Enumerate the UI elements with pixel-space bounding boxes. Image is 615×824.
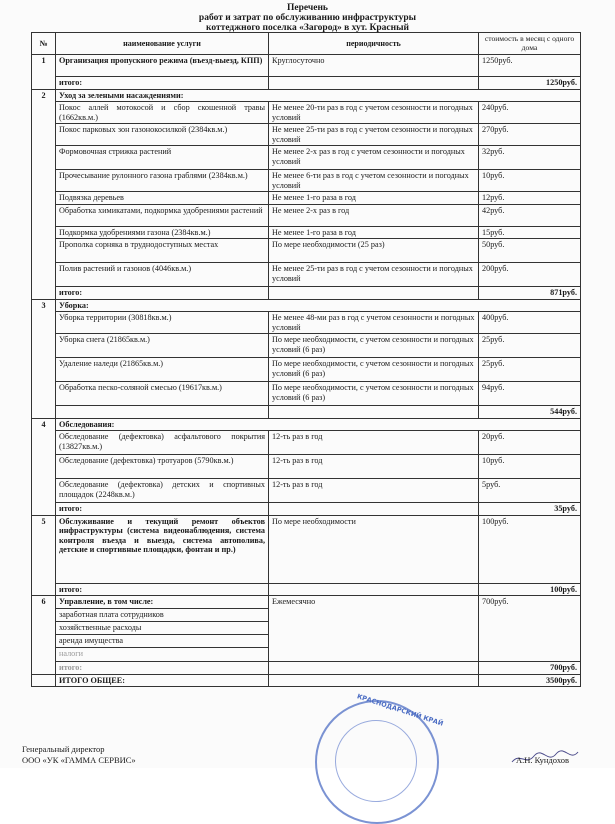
- service-period: Не менее 20-ти раз в год с учетом сезонности и погодных условий: [269, 102, 479, 124]
- table-row: [32, 239, 581, 263]
- table-row: [32, 204, 581, 226]
- service-period: Ежемесячно: [269, 596, 479, 662]
- service-period: Не менее 2-х раз в год: [269, 204, 479, 226]
- section-number: 3: [32, 299, 56, 418]
- doc-subtitle-1: работ и затрат по обслуживанию инфраструктуры: [198, 13, 417, 23]
- empty-cell: [269, 287, 479, 300]
- service-price: 240руб.: [479, 102, 581, 124]
- doc-title: Перечень: [287, 3, 328, 13]
- table-row: [32, 124, 581, 146]
- service-period: Круглосуточно: [269, 55, 479, 77]
- total-label: итого:: [56, 662, 269, 675]
- service-name: Обследование (дефектовка) детских и спортивных площадок (2248кв.м.): [56, 479, 269, 503]
- grand-total-row: [32, 674, 581, 687]
- section-title: Управление, в том числе:: [56, 596, 269, 609]
- service-period: Не менее 2-х раз в год с учетом сезонности и погодных условий: [269, 146, 479, 170]
- signer-role: Генеральный директор: [22, 744, 105, 754]
- total-row: [32, 287, 581, 300]
- service-price: 20руб.: [479, 431, 581, 455]
- table-row: [32, 455, 581, 479]
- section-title: Уход за зелеными насаждениями:: [56, 89, 581, 102]
- section-heading-row: [32, 299, 581, 312]
- service-name: Обработка песко-соляной смесью (19617кв.м.): [56, 382, 269, 406]
- col-name: наименование услуги: [56, 33, 269, 55]
- sub-item: аренда имущества: [56, 635, 269, 648]
- empty-cell: [56, 406, 269, 419]
- table-row: [32, 263, 581, 287]
- signer-name: А.Н. Кундохов: [516, 755, 570, 765]
- section-number: 2: [32, 89, 56, 299]
- section-number: 5: [32, 515, 56, 596]
- section-title: Уборка:: [56, 299, 581, 312]
- service-name: Удаление наледи (21865кв.м.): [56, 358, 269, 382]
- total-row: [32, 77, 581, 90]
- table-row: [32, 382, 581, 406]
- table-header-row: [32, 33, 581, 55]
- service-period: 12-ть раз в год: [269, 455, 479, 479]
- sub-item: хозяйственные расходы: [56, 622, 269, 635]
- service-name: Прополка сорняка в труднодоступных местах: [56, 239, 269, 263]
- service-name: Уборка территории (30818кв.м.): [56, 312, 269, 334]
- service-name: Обследование (дефектовка) асфальтового покрытия (13827кв.м.): [56, 431, 269, 455]
- service-name: Подкормка удобрениями газона (2384кв.м.): [56, 226, 269, 239]
- sub-item: заработная плата сотрудников: [56, 609, 269, 622]
- empty-cell: [269, 503, 479, 516]
- service-period: Не менее 25-ти раз в год с учетом сезонности и погодных условий: [269, 124, 479, 146]
- section-heading-row: [32, 89, 581, 102]
- table-row: [32, 312, 581, 334]
- service-price: 1250руб.: [479, 55, 581, 77]
- stamp-inner-ring: [335, 720, 417, 802]
- service-period: 12-ть раз в год: [269, 431, 479, 455]
- service-price: 25руб.: [479, 334, 581, 358]
- service-name: Обслуживание и текущий ремонт объектов инфраструктуры (система видеонаблюдения, система контроля въезда и выезда, система автополива, детские и спортивные площадки, фонтан и пр.): [56, 515, 269, 583]
- service-name: Уборка снега (21865кв.м.): [56, 334, 269, 358]
- section-number: 6: [32, 596, 56, 675]
- service-name: Подвязка деревьев: [56, 192, 269, 205]
- service-period: По мере необходимости, с учетом сезонности и погодных условий (6 раз): [269, 334, 479, 358]
- empty-cell: [269, 583, 479, 596]
- section-title: Обследования:: [56, 418, 581, 431]
- section-number: 4: [32, 418, 56, 515]
- empty-cell: [269, 674, 479, 687]
- section-total: 700руб.: [479, 662, 581, 675]
- service-period: По мере необходимости (25 раз): [269, 239, 479, 263]
- service-price: 100руб.: [479, 515, 581, 583]
- sub-item: налоги: [56, 648, 269, 662]
- empty-cell: [269, 77, 479, 90]
- service-name: Полив растений и газонов (4046кв.м.): [56, 263, 269, 287]
- table-row: [32, 515, 581, 583]
- col-period: периодичность: [269, 33, 479, 55]
- service-price: 270руб.: [479, 124, 581, 146]
- service-name: Формовочная стрижка растений: [56, 146, 269, 170]
- total-label: итого:: [56, 77, 269, 90]
- section-total: 100руб.: [479, 583, 581, 596]
- service-price: 12руб.: [479, 192, 581, 205]
- grand-total-label: ИТОГО ОБЩЕЕ:: [56, 674, 269, 687]
- total-label: итого:: [56, 287, 269, 300]
- table-row: [32, 192, 581, 205]
- service-name: Покос парковых зон газонокосилкой (2384кв.м.): [56, 124, 269, 146]
- service-price: 94руб.: [479, 382, 581, 406]
- empty-cell: [269, 662, 479, 675]
- table-row: [32, 102, 581, 124]
- service-period: По мере необходимости, с учетом сезонности и погодных условий (6 раз): [269, 382, 479, 406]
- service-name: Обследование (дефектовка) тротуаров (5790кв.м.): [56, 455, 269, 479]
- service-price: 50руб.: [479, 239, 581, 263]
- table-row: [32, 479, 581, 503]
- section-total: 1250руб.: [479, 77, 581, 90]
- service-name: Обработка химикатами, подкормка удобрениями растений: [56, 204, 269, 226]
- empty-cell: [32, 674, 56, 687]
- service-price: 25руб.: [479, 358, 581, 382]
- company-name: ООО «УК «ГАММА СЕРВИС»: [22, 755, 136, 765]
- services-table: [31, 32, 581, 687]
- service-period: 12-ть раз в год: [269, 479, 479, 503]
- service-price: 32руб.: [479, 146, 581, 170]
- service-price: 5руб.: [479, 479, 581, 503]
- service-period: Не менее 48-ми раз в год с учетом сезонности и погодных условий: [269, 312, 479, 334]
- grand-total-value: 3500руб.: [479, 674, 581, 687]
- service-period: Не менее 6-ти раз в год с учетом сезонности и погодных условий: [269, 170, 479, 192]
- service-price: 700руб.: [479, 596, 581, 662]
- total-label: итого:: [56, 583, 269, 596]
- service-price: 10руб.: [479, 170, 581, 192]
- service-period: По мере необходимости, с учетом сезонности и погодных условий (6 раз): [269, 358, 479, 382]
- stamp-text: КРАСНОДАРСКИЙ КРАЙ: [355, 692, 445, 728]
- section-total: 35руб.: [479, 503, 581, 516]
- table-row: [32, 170, 581, 192]
- empty-cell: [269, 406, 479, 419]
- service-period: Не менее 1-го раза в год: [269, 192, 479, 205]
- table-row: [32, 358, 581, 382]
- table-row: [32, 334, 581, 358]
- service-period: По мере необходимости: [269, 515, 479, 583]
- service-period: Не менее 1-го раза в год: [269, 226, 479, 239]
- service-name: Прочесывание рулонного газона граблями (2384кв.м.): [56, 170, 269, 192]
- section-total: 544руб.: [479, 406, 581, 419]
- table-row: [32, 431, 581, 455]
- table-row: [32, 596, 581, 609]
- table-row: [32, 146, 581, 170]
- col-num: №: [32, 33, 56, 55]
- service-name: Организация пропускного режима (въезд-выезд, КПП): [56, 55, 269, 77]
- service-period: Не менее 25-ти раз в год с учетом сезонности и погодных условий: [269, 263, 479, 287]
- total-row: [32, 662, 581, 675]
- service-price: 42руб.: [479, 204, 581, 226]
- total-row: [32, 583, 581, 596]
- section-number: 1: [32, 55, 56, 90]
- total-row: [32, 503, 581, 516]
- col-price: стоимость в месяц с одного дома: [479, 33, 581, 55]
- service-price: 200руб.: [479, 263, 581, 287]
- service-price: 400руб.: [479, 312, 581, 334]
- section-heading-row: [32, 418, 581, 431]
- service-price: 15руб.: [479, 226, 581, 239]
- service-name: Покос аллей мотокосой и сбор скошенной травы (1662кв.м.): [56, 102, 269, 124]
- section-total: 871руб.: [479, 287, 581, 300]
- table-row: [32, 55, 581, 77]
- total-label: итого:: [56, 503, 269, 516]
- doc-subtitle-2: коттеджного поселка «Загород» в хут. Красный: [206, 23, 409, 33]
- service-price: 10руб.: [479, 455, 581, 479]
- total-row: [32, 406, 581, 419]
- table-row: [32, 226, 581, 239]
